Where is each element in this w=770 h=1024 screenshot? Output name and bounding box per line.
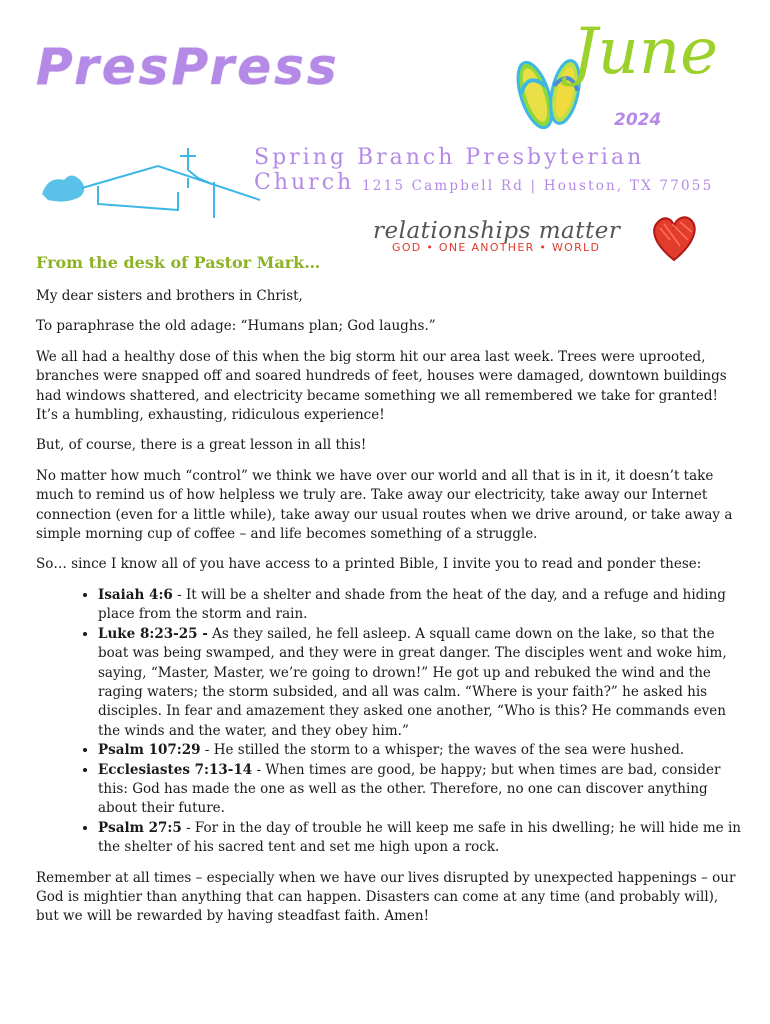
letter-heading: From the desk of Pastor Mark… <box>36 253 321 272</box>
paragraph: To paraphrase the old adage: “Humans plan; God laughs.” <box>36 318 436 335</box>
list-item <box>98 819 742 858</box>
paragraph: So… since I know all of you have access to a printed Bible, I invite you to read and ponder these: <box>36 556 702 573</box>
church-address: 1215 Campbell Rd | Houston, TX 77055 <box>362 178 714 194</box>
scripture-ref: Psalm 107:29 <box>98 742 201 759</box>
scripture-list <box>36 586 742 858</box>
scripture-ref: Luke 8:23-25 - <box>98 625 208 642</box>
scripture-text: - For in the day of trouble he will keep me safe in his dwelling; he will hide me in the shelter of his sacred tent and set me high upon a rock. <box>98 819 741 856</box>
scripture-ref: Ecclesiastes 7:13-14 <box>98 761 253 778</box>
scripture-ref: Psalm 27:5 <box>98 819 182 836</box>
tagline-subtitle: GOD • ONE ANOTHER • WORLD <box>392 241 601 254</box>
church-name: Spring Branch Presbyterian Church <box>254 145 645 195</box>
month-title: June <box>572 15 718 89</box>
church-building-icon <box>38 148 260 220</box>
letter-body <box>36 253 742 938</box>
scripture-ref: Isaiah 4:6 <box>98 586 173 603</box>
scripture-text: - It will be a shelter and shade from the heat of the day, and a refuge and hiding place from the storm and rain. <box>98 586 726 623</box>
scripture-text: - When times are good, be happy; but when times are bad, consider this: God has made the one as well as the other. Therefore, no one can discover anything about their future. <box>98 761 721 817</box>
salutation: My dear sisters and brothers in Christ, <box>36 288 303 304</box>
year-label: 2024 <box>614 110 662 130</box>
closing-paragraph: Remember at all times – especially when we have our lives disrupted by unexpected happenings – our God is mightier than anything that can happen. Disasters can come at any time (and probably will), but we will be rewarded by having steadfast faith. Amen! <box>36 869 736 925</box>
list-item <box>98 761 742 819</box>
scripture-text: - He stilled the storm to a whisper; the waves of the sea were hushed. <box>200 742 685 759</box>
scripture-text: As they sailed, he fell asleep. A squall came down on the lake, so that the boat was being swamped, and they were in great danger. The disciples went and woke him, saying, “Master, Master, we’re going to drown!” He got up and rebuked the wind and the raging waters; the storm subsided, and all was calm. “Where is your faith?” he asked his disciples. In fear and amazement they asked one another, “Who is this? He commands even the winds and the water, and they obey him.” <box>98 625 727 739</box>
paragraph: We all had a healthy dose of this when the big storm hit our area last week. Trees were uprooted, branches were snapped off and soared hundreds of feet, houses were damaged, downtown buildings had windows shattered, and electricity became something we all remembered we take for granted! It’s a humbling, exhausting, ridiculous experience! <box>36 348 727 424</box>
paragraph: But, of course, there is a great lesson in all this! <box>36 437 367 454</box>
list-item <box>98 741 742 760</box>
relationships-tagline: relationships matter <box>373 218 621 244</box>
masthead-title: PresPress <box>36 38 340 96</box>
list-item <box>98 625 742 741</box>
paragraph: No matter how much “control” we think we have over our world and all that is in it, it doesn’t take much to remind us of how helpless we truly are. Take away our electricity, take away our Internet connection (even for a little while), take away our usual routes when we drive around, or take away a simple morning cup of coffee – and life becomes something of a struggle. <box>36 467 733 543</box>
list-item <box>98 586 742 625</box>
